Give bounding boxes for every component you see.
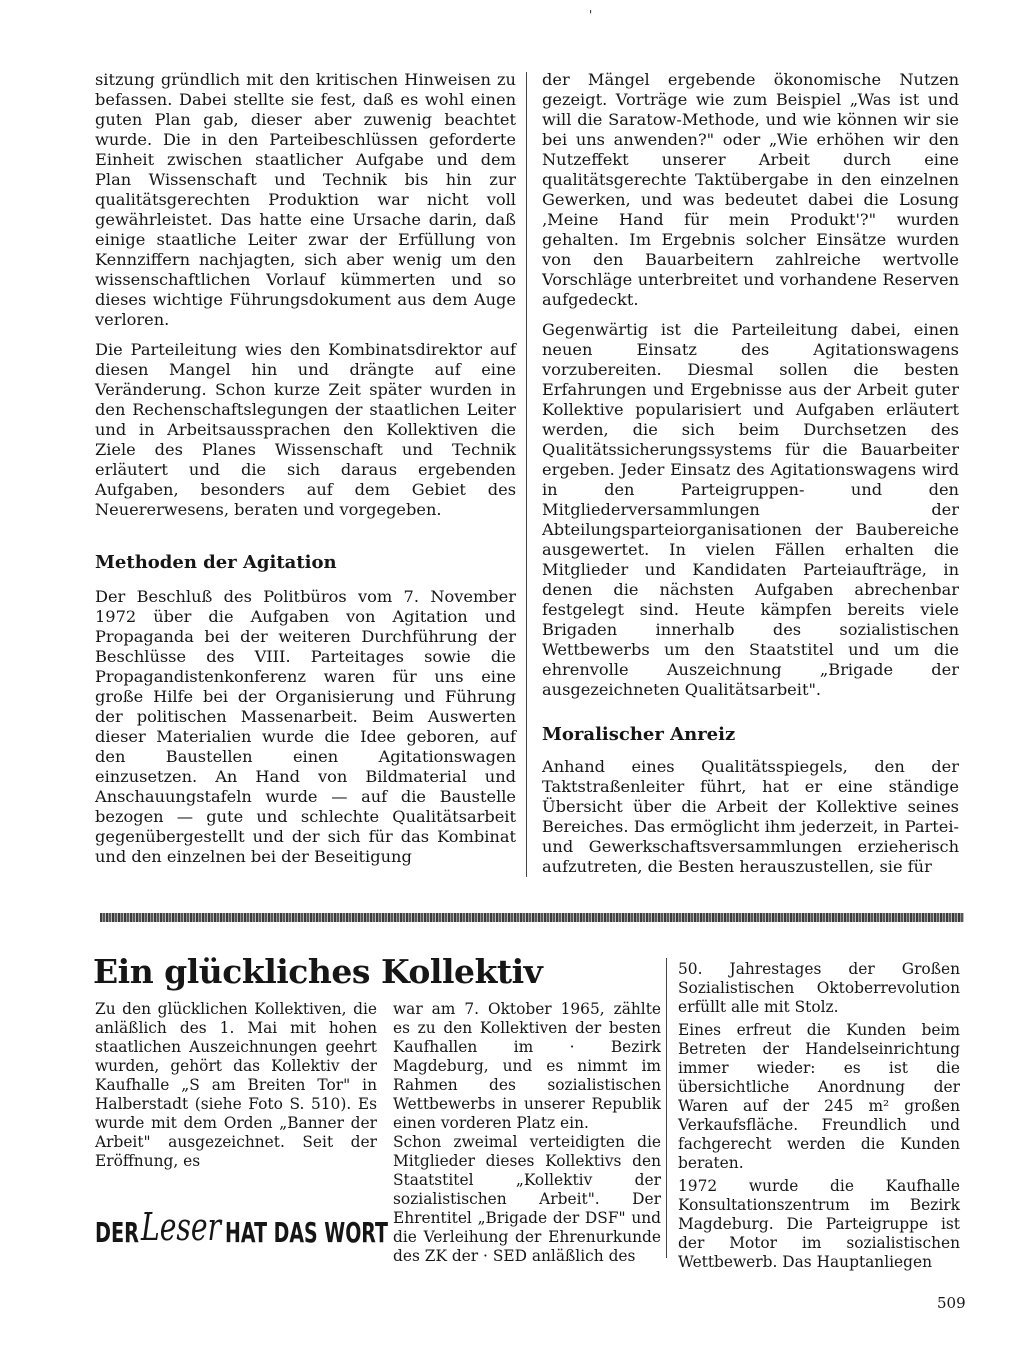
left-paragraph-2: Die Parteileitung wies den Kombinatsdirektor auf diesen Mangel hin und drängte auf eine Veränderung. Schon kurze Zeit später wurden in den Rechenschaftslegungen der staatlichen Leiter und in Arbeitsaussprachen den Kollektiven die Ziele des Planes Wissenschaft und Technik erläutert und die sich daraus ergebenden Aufgaben, besonders auf dem Gebiet des Neuererwesens, beraten und vorgegeben. [95, 340, 516, 519]
logo-text-der: DER [95, 1216, 139, 1249]
letter-col3-text-1: 50. Jahrestages der Großen Sozialistischen Oktoberrevolution erfüllt alle mit Stolz. [678, 960, 960, 1016]
letter-column-2 [393, 1000, 661, 1266]
right-paragraph-2: Gegenwärtig ist die Parteileitung dabei, einen neuen Einsatz des Agitationswagens vorzubereiten. Diesmal sollen die besten Erfahrungen und Ergebnisse aus der Arbeit guter Kollektive popularisiert und Aufgaben erläutert werden, die sich beim Durchsetzen des Qualitätssicherungssystems für die Bauarbeiter ergeben. Jeder Einsatz des Agitationswagens wird in den Parteigruppen- und den Mitgliederversammlungen der Abteilungsparteiorganisationen der Baubereiche ausgewertet. In vielen Fällen erhalten die Mitglieder und Kandidaten Parteiaufträge, in denen die nächsten Aufgaben abrechenbar festgelegt sind. Heute kämpfen bereits viele Brigaden innerhalb des sozialistischen Wettbewerbs um den Staatstitel und um die ehrenvolle Auszeichnung „Brigade der ausgezeichneten Qualitätsarbeit". [542, 320, 959, 699]
letter-col3-text-2: Eines erfreut die Kunden beim Betreten der Handelseinrichtung immer wieder: es ist die übersichtliche Anordnung der Waren auf der 245 m² großen Verkaufsfläche. Freundlich und fachgerecht werden die Kunden beraten. [678, 1021, 960, 1172]
letter-column-1 [95, 1000, 377, 1171]
left-paragraph-1: sitzung gründlich mit den kritischen Hinweisen zu befassen. Dabei stellte sie fest, daß es wohl einen guten Plan gab, dieser aber zuwenig beachtet wurde. Die in den Parteibeschlüssen geforderte Einheit zwischen staatlicher Aufgabe und dem Plan Wissenschaft und Technik bis hin zur qualitätsgerechten Produktion war nicht voll gewährleistet. Das hatte eine Ursache darin, daß einige staatliche Leiter zwar der Erfüllung von Kennziffern nachjagten, sich aber wenig um den wissenschaftlichen Vorlauf kümmerten und so dieses wichtige Führungsdokument aus dem Auge verloren. [95, 70, 516, 329]
column-divider-top [526, 72, 527, 877]
stray-mark: ' [589, 8, 593, 22]
section-divider-rule [100, 913, 964, 922]
right-paragraph-1: der Mängel ergebende ökonomische Nutzen gezeigt. Vorträge wie zum Beispiel „Was ist und will die Saratow-Methode, und wie können wir sie bei uns anwenden?" oder „Wie erhöhen wir den Nutzeffekt unserer Arbeit durch eine qualitätsgerechte Taktübergabe in den einzelnen Gewerken, und was bedeutet dabei die Losung ‚Meine Hand für mein Produkt'?" wurden gehalten. Im Ergebnis solcher Einsätze wurden von den Bauarbeitern zahlreiche wertvolle Vorschläge unterbreitet und vorhandene Reserven aufgedeckt. [542, 70, 959, 309]
article-title: Ein glückliches Kollektiv [93, 952, 543, 991]
page-number: 509 [937, 1294, 966, 1312]
letter-col1-text: Zu den glücklichen Kollektiven, die anläßlich des 1. Mai mit hohen staatlichen Auszeichnungen geehrt wurden, gehört das Kollektiv der Kaufhalle „S am Breiten Tor" in Halberstadt (siehe Foto S. 510). Es wurde mit dem Orden „Banner der Arbeit" ausgezeichnet. Seit der Eröffnung, es [95, 1000, 377, 1170]
right-paragraph-3: Anhand eines Qualitätsspiegels, den der Taktstraßenleiter führt, hat er eine ständige Übersicht über die Arbeit der Kollektive seines Bereiches. Das ermöglicht ihm jederzeit, in Partei- und Gewerkschaftsversammlungen erzieherisch aufzutreten, die Besten herauszustellen, sie für [542, 757, 959, 876]
letter-col3-text-3: 1972 wurde die Kaufhalle Konsultationszentrum im Bezirk Magdeburg. Die Parteigruppe ist der Motor im sozialistischen Wettbewerb. Das Hauptanliegen [678, 1177, 960, 1271]
letter-col2-text-1: war am 7. Oktober 1965, zählte es zu den Kollektiven der besten Kaufhallen im · Bezirk Magdeburg, und es nimmt im Rahmen des sozialistischen Wettbewerbs in unserer Republik einen vorderen Platz ein. [393, 1000, 661, 1132]
section-heading-methoden: Methoden der Agitation [95, 552, 337, 573]
der-leser-hat-das-wort-logo [95, 1198, 390, 1258]
left-paragraph-3: Der Beschluß des Politbüros vom 7. November 1972 über die Aufgaben von Agitation und Propaganda bei der weiteren Durchführung der Beschlüsse des VIII. Parteitages sowie die Propagandistenkonferenz waren für uns eine große Hilfe bei der Organisierung und Führung der politischen Massenarbeit. Beim Auswerten dieser Materialien wurde die Idee geboren, auf den Baustellen einen Agitationswagen einzusetzen. An Hand von Bildmaterial und Anschauungstafeln wurde — auf die Baustelle bezogen — gute und schlechte Qualitätsarbeit gegenübergestellt und der sich für das Kombinat und den einzelnen bei der Beseitigung [95, 587, 516, 866]
right-column [542, 70, 959, 877]
letter-column-3 [678, 960, 960, 1272]
letter-col2-text-2: Schon zweimal verteidigten die Mitglieder dieses Kollektivs den Staatstitel „Kollektiv der sozialistischen Arbeit". Der Ehrentitel „Brigade der DSF" und die Verleihung der Ehrenurkunde des ZK der · SED anläßlich des [393, 1133, 661, 1265]
column-divider-bottom [666, 958, 667, 1258]
section-heading-moralischer-anreiz: Moralischer Anreiz [542, 724, 736, 745]
logo-script-leser: Leser [140, 1205, 224, 1249]
logo-text-hat-das-wort: HAT DAS WORT [225, 1216, 388, 1249]
left-column [95, 70, 516, 867]
